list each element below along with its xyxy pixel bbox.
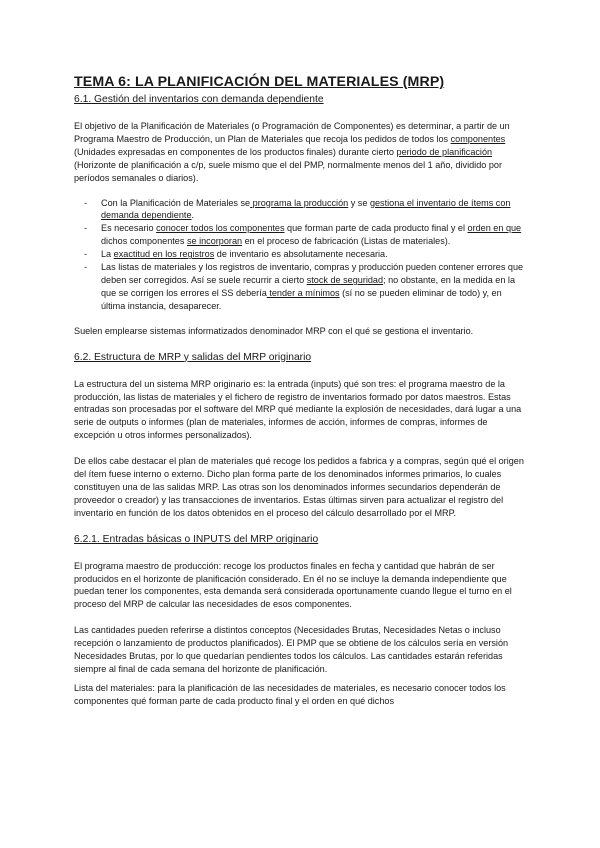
intro-text-1: El objetivo de la Planificación de Materiales (o Programación de Componentes) es determinar, a partir de un Programa Maestro de Producción, un Plan de Materiales que recoja los pedidos de todos los [74, 121, 510, 144]
bullet-text: de inventario es absolutamente necesaria. [214, 249, 388, 260]
term-periodo-planificacion: periodo de planificación [396, 146, 493, 157]
master-schedule-term: El programa maestro de producción [74, 560, 219, 571]
bullet-text: ; no obstante, en la medida en la que se corrigen los errores el SS debería [101, 274, 516, 298]
bill-of-materials-paragraph [74, 682, 526, 708]
bullet-text: La [101, 249, 114, 260]
bill-of-materials-text: : para la planificación de las necesidades de materiales, es necesario conocer todos los componentes qué forman parte de cada producto final y el orden en qué dichos [74, 682, 506, 706]
bullet-underlined: stock de seguridad [306, 274, 384, 285]
bullet-text: dichos componentes [101, 236, 187, 247]
bullet-underlined: se incorporan [186, 236, 243, 247]
bullet-underlined: gestiona el inventario de ítems con demanda dependiente [101, 197, 511, 221]
list-item [84, 197, 526, 223]
bullet-underlined: conocer todos los componentes [156, 223, 285, 234]
bullet-text: que forman parte de cada producto final y el [284, 223, 468, 234]
bullet-text: en el proceso de fabricación (Listas de materiales). [242, 236, 451, 247]
bullet-text: y se [348, 197, 370, 208]
bullet-underlined: exactitud en los registros [113, 249, 215, 260]
bullet-underlined: orden en que [467, 223, 522, 234]
list-item [84, 222, 526, 248]
bullet-text: . [191, 210, 195, 221]
master-schedule-paragraph [74, 560, 526, 612]
intro-text-2: (Unidades expresadas en componentes de los productos finales) durante cierto [74, 146, 397, 157]
section-heading-6-2-1: 6.2.1. Entradas básicas o INPUTS del MRP originario [74, 533, 319, 545]
section-heading-6-1: 6.1. Gestión del inventarios con demanda dependiente [74, 94, 324, 105]
mrp-systems-paragraph: Suelen emplearse sistemas informatizados denominador MRP con el qué se gestiona el inventario. [74, 325, 474, 336]
bullet-text: Es necesario [101, 223, 157, 234]
bullet-text: Con la Planificación de Materiales se [101, 197, 251, 208]
bullet-text: (sí no se pueden eliminar de todo) y, en última instancia, desaparecer. [101, 287, 502, 311]
intro-text-3: (Horizonte de planificación a c/p, suele mismo que el del PMP, normalmente menos del 1 año, dividido por períodos semanales o diarios). [74, 159, 502, 183]
materials-plan-paragraph: De ellos cabe destacar el plan de materiales qué recoge los pedidos a fabrica y a compras, según qué el origen del ítem fuese interno o externo. Dicho plan forma parte de los denominados informes primarios, lo cuales constituyen una de las salidas MRP. Las otras son los denominados informes secundarios dependerán de proveedor o creador) y las transacciones de inventarios. Estas últimas sirven para actualizar el registro del inventario en función de los datos obtenidos en el proceso del cálculo desarrollado por el MRP. [74, 456, 524, 518]
quantities-paragraph: Las cantidades pueden referirse a distintos conceptos (Necesidades Brutas, Necesidades Netas o incluso recepción o lanzamiento de productos planificados). El PMP que se obtiene de los cálculos sería en versión Necesidades Brutas, por lo que quedarían pendientes todos los cálculos. Las cantidades estarán referidas siempre al final de cada semana del horizonte de planificación. [74, 625, 509, 674]
section-heading-6-2: 6.2. Estructura de MRP y salidas del MRP originario [74, 351, 312, 363]
intro-paragraph [74, 120, 526, 185]
list-item [84, 261, 526, 313]
mrp-structure-paragraph: La estructura del un sistema MRP originario es: la entrada (inputs) qué son tres: el programa maestro de la producción, las listas de materiales y el fichero de registro de inventarios formado por datos maestros. Estas entradas son procesadas por el software del MRP qué mediante la explosión de necesidades, dará lugar a una serie de outputs o informes (plan de materiales, informes de acción, informes de compras, informes de excepción u otros informes personalizados). [74, 378, 522, 441]
bullet-text: Las listas de materiales y los registros de inventario, compras y producción pueden contener errores que deben ser corregidos. Así se suele recurrir a cierto [101, 262, 524, 285]
bill-of-materials-term: Lista del materiales [74, 682, 153, 693]
key-points-list [74, 197, 526, 313]
bullet-underlined: programa la producción [250, 197, 349, 208]
term-componentes: componentes [450, 133, 506, 144]
bullet-underlined: tender a mínimos [266, 287, 340, 298]
master-schedule-text: : recoge los productos finales en fecha y cantidad que habrán de ser producidos en el horizonte de planificación considerado. En él no se incluye la demanda independiente que puedan tener los componentes, esta demanda será considerada oportunamente cuando llegue el turno en el proceso del MRP de calcular las necesidades de esos componentes. [74, 560, 512, 610]
list-item [84, 248, 526, 261]
document-title: TEMA 6: LA PLANIFICACIÓN DEL MATERIALES (MRP) [74, 74, 445, 90]
